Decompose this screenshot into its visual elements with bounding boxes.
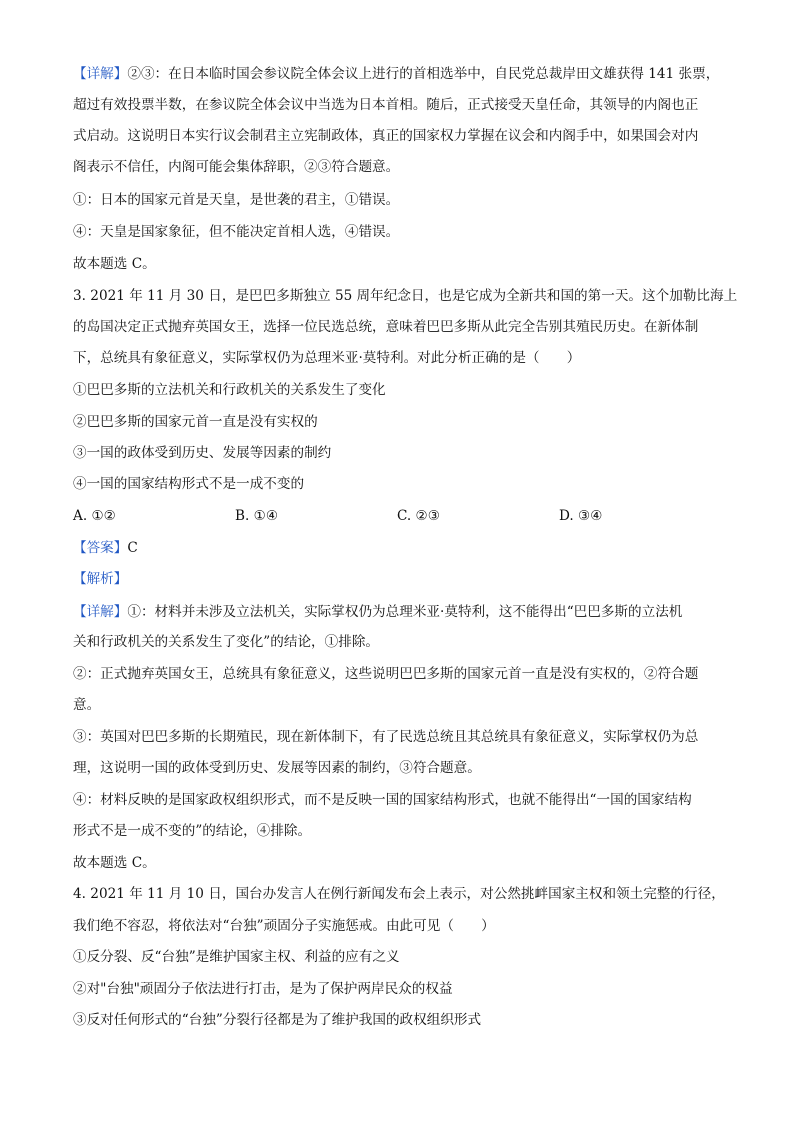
q3-statement-1: ①巴巴多斯的立法机关和行政机关的关系发生了变化 xyxy=(73,382,386,398)
q2-explain-line-2: 超过有效投票半数，在参议院全体会议中当选为日本首相。随后，正式接受天皇任命，其领导的内阁也正 xyxy=(73,97,699,113)
q3-stem-line-2: 的岛国决定正式抛弃英国女王，选择一位民选总统，意味着巴巴多斯从此完全告别其殖民历史。在新体制 xyxy=(73,319,699,335)
q3-explain-line-5: ③：英国对巴巴多斯的长期殖民，现在新体制下，有了民选总统且其总统具有象征意义，实际掌权仍为总 xyxy=(73,729,699,745)
q3-analysis-heading xyxy=(73,571,127,587)
option-a: A. ①② xyxy=(73,508,116,524)
q3-conclusion: 故本题选 C。 xyxy=(73,855,156,871)
q3-stem-line-3: 下，总统具有象征意义，实际掌权仍为总理米亚·莫特利。对此分析正确的是（ ） xyxy=(73,350,581,366)
detail-tag: 【详解】 xyxy=(73,604,128,620)
q3-explain-line-8: 形式不是一成不变的”的结论，④排除。 xyxy=(73,823,312,839)
q2-explain-line-1: 【详解】②③：在日本临时国会参议院全体会议上进行的首相选举中，自民党总裁岸田文雄获得 141 张票， xyxy=(73,66,720,82)
analysis-tag: 【解析】 xyxy=(73,571,128,587)
q2-explain-line-5: ①：日本的国家元首是天皇，是世袭的君主，①错误。 xyxy=(73,192,400,208)
q3-stem-line-1: 3. 2021 年 11 月 30 日，是巴巴多斯独立 55 周年纪念日，也是它成为全新共和国的第一天。这个加勒比海上 xyxy=(73,288,738,304)
q2-explain-line-6: ④：天皇是国家象征，但不能决定首相人选，④错误。 xyxy=(73,224,400,240)
q2-conclusion: 故本题选 C。 xyxy=(73,256,156,272)
q3-explain-line-7: ④：材料反映的是国家政权组织形式，而不是反映一国的国家结构形式，也就不能得出“一国的国家结构 xyxy=(73,792,692,808)
option-d: D. ③④ xyxy=(559,508,603,524)
option-b: B. ①④ xyxy=(235,508,279,524)
q3-explain-line-2: 关和行政机关的关系发生了变化”的结论，①排除。 xyxy=(73,634,380,650)
q3-answer xyxy=(73,540,138,556)
q4-statement-3: ③反对任何形式的“台独”分裂行径都是为了维护我国的政权组织形式 xyxy=(73,1012,482,1028)
q4-statement-2: ②对"台独"顽固分子依法进行打击，是为了保护两岸民众的权益 xyxy=(73,981,453,997)
q3-options xyxy=(73,508,723,524)
q2-explain-line-4: 阁表示不信任，内阁可能会集体辞职，②③符合题意。 xyxy=(73,159,400,175)
q2-explain-line-3: 式启动。这说明日本实行议会制君主立宪制政体，真正的国家权力掌握在议会和内阁手中，如果国会对内 xyxy=(73,128,699,144)
q3-explain-line-3: ②：正式抛弃英国女王，总统具有象征意义，这些说明巴巴多斯的国家元首一直是没有实权的，②符合题 xyxy=(73,666,699,682)
q3-statement-2: ②巴巴多斯的国家元首一直是没有实权的 xyxy=(73,414,318,430)
answer-value: C xyxy=(127,540,138,556)
q3-statement-4: ④一国的国家结构形式不是一成不变的 xyxy=(73,476,305,492)
q4-statement-1: ①反分裂、反“台独”是维护国家主权、利益的应有之义 xyxy=(73,949,400,965)
q3-explain-line-4: 意。 xyxy=(73,697,101,713)
q4-stem-line-2: 我们绝不容忍，将依法对“台独”顽固分子实施惩戒。由此可见（ ） xyxy=(73,918,495,934)
q3-statement-3: ③一国的政体受到历史、发展等因素的制约 xyxy=(73,445,332,461)
q4-stem-line-1: 4. 2021 年 11 月 10 日，国台办发言人在例行新闻发布会上表示，对公然挑衅国家主权和领土完整的行径， xyxy=(73,886,725,902)
detail-tag: 【详解】 xyxy=(73,66,128,82)
q3-explain-line-1: 【详解】①：材料并未涉及立法机关，实际掌权仍为总理米亚·莫特利，这不能得出“巴巴多斯的立法机 xyxy=(73,604,683,620)
answer-tag: 【答案】 xyxy=(73,540,128,556)
q3-explain-line-6: 理，这说明一国的政体受到历史、发展等因素的制约，③符合题意。 xyxy=(73,760,481,776)
option-c: C. ②③ xyxy=(397,508,440,524)
